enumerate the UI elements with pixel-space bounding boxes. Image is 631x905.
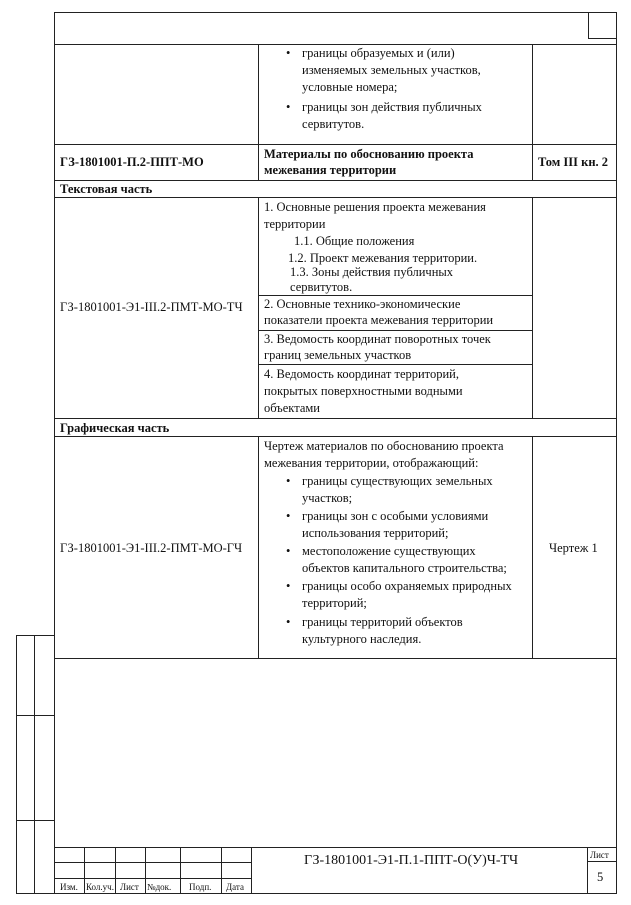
margin-line-2: [16, 820, 54, 821]
item-1-sub-3-line-1: 1.3. Зоны действия публичных: [290, 265, 454, 279]
graphic-sheet: Чертеж 1: [549, 541, 598, 555]
stamp-col-koluch: Кол.уч.: [86, 882, 114, 892]
stamp-col-6: [251, 847, 252, 894]
graphic-intro-1: Чертеж материалов по обоснованию проекта: [264, 439, 504, 453]
item-3-line-1: 3. Ведомость координат поворотных точек: [264, 332, 491, 346]
col-rule-2-graphic: [532, 436, 533, 658]
stamp-col-data: Дата: [226, 882, 244, 892]
stamp-col-4: [180, 847, 181, 894]
margin-strip: [16, 635, 54, 894]
rule-item-3: [258, 364, 532, 365]
item-2-line-2: показатели проекта межевания территории: [264, 313, 494, 327]
item-1-sub-2: 1.2. Проект межевания территории.: [288, 251, 478, 265]
stamp-sheet-divider: [587, 861, 617, 862]
header-title-1: Материалы по обоснованию проекта: [264, 147, 474, 161]
item-1-sub-1: 1.1. Общие положения: [294, 234, 415, 248]
text-section-code: ГЗ-1801001-Э1-III.2-ПМТ-МО-ТЧ: [60, 300, 243, 314]
item-4-line-3: объектами: [264, 401, 320, 415]
col-rule-1-text: [258, 197, 259, 418]
item-1-line-2: территории: [264, 217, 326, 231]
stamp-col-2: [115, 847, 116, 894]
col-rule-2-top: [532, 44, 533, 180]
stamp-sheet-number: 5: [597, 870, 604, 884]
stamp-col-sheet: [587, 847, 588, 894]
rule-graphic-bottom: [54, 658, 617, 659]
item-4-line-2: покрытых поверхностными водными: [264, 384, 463, 398]
margin-strip-divider: [34, 635, 35, 894]
stamp-col-5: [221, 847, 222, 894]
stamp-col-3: [145, 847, 146, 894]
graphic-intro-2: межевания территории, отображающий:: [264, 456, 479, 470]
corner-box: [588, 12, 617, 39]
rule-text-bottom: [54, 418, 617, 419]
header-title-2: межевания территории: [264, 163, 397, 177]
stamp-col-list: Лист: [120, 882, 139, 892]
header-volume: Том III кн. 2: [538, 155, 609, 169]
col-rule-1-graphic: [258, 436, 259, 658]
stamp-col-podp: Подп.: [189, 882, 212, 892]
stamp-col-1: [84, 847, 85, 894]
item-2-line-1: 2. Основные технико-экономические: [264, 297, 461, 311]
item-1-sub-3-line-2: сервитутов.: [290, 280, 353, 294]
graphic-section-code: ГЗ-1801001-Э1-III.2-ПМТ-МО-ГЧ: [60, 541, 243, 555]
stamp-top: [54, 847, 617, 848]
col-rule-2-text: [532, 197, 533, 418]
graphic-section-heading: Графическая часть: [60, 421, 170, 435]
stamp-col-ndok: №док.: [147, 882, 172, 892]
stamp-col-izm: Изм.: [60, 882, 78, 892]
header-code: ГЗ-1801001-П.2-ППТ-МО: [60, 155, 204, 169]
stamp-sheet-label: Лист: [590, 850, 609, 860]
item-1-line-1: 1. Основные решения проекта межевания: [264, 200, 486, 214]
item-3-line-2: границ земельных участков: [264, 348, 412, 362]
stamp-doc-code: ГЗ-1801001-Э1-П.1-ППТ-О(У)Ч-ТЧ: [304, 853, 519, 868]
col-rule-1-top: [258, 44, 259, 180]
margin-line-1: [16, 715, 54, 716]
text-section-heading: Текстовая часть: [60, 182, 153, 196]
item-4-line-1: 4. Ведомость координат территорий,: [264, 367, 459, 381]
